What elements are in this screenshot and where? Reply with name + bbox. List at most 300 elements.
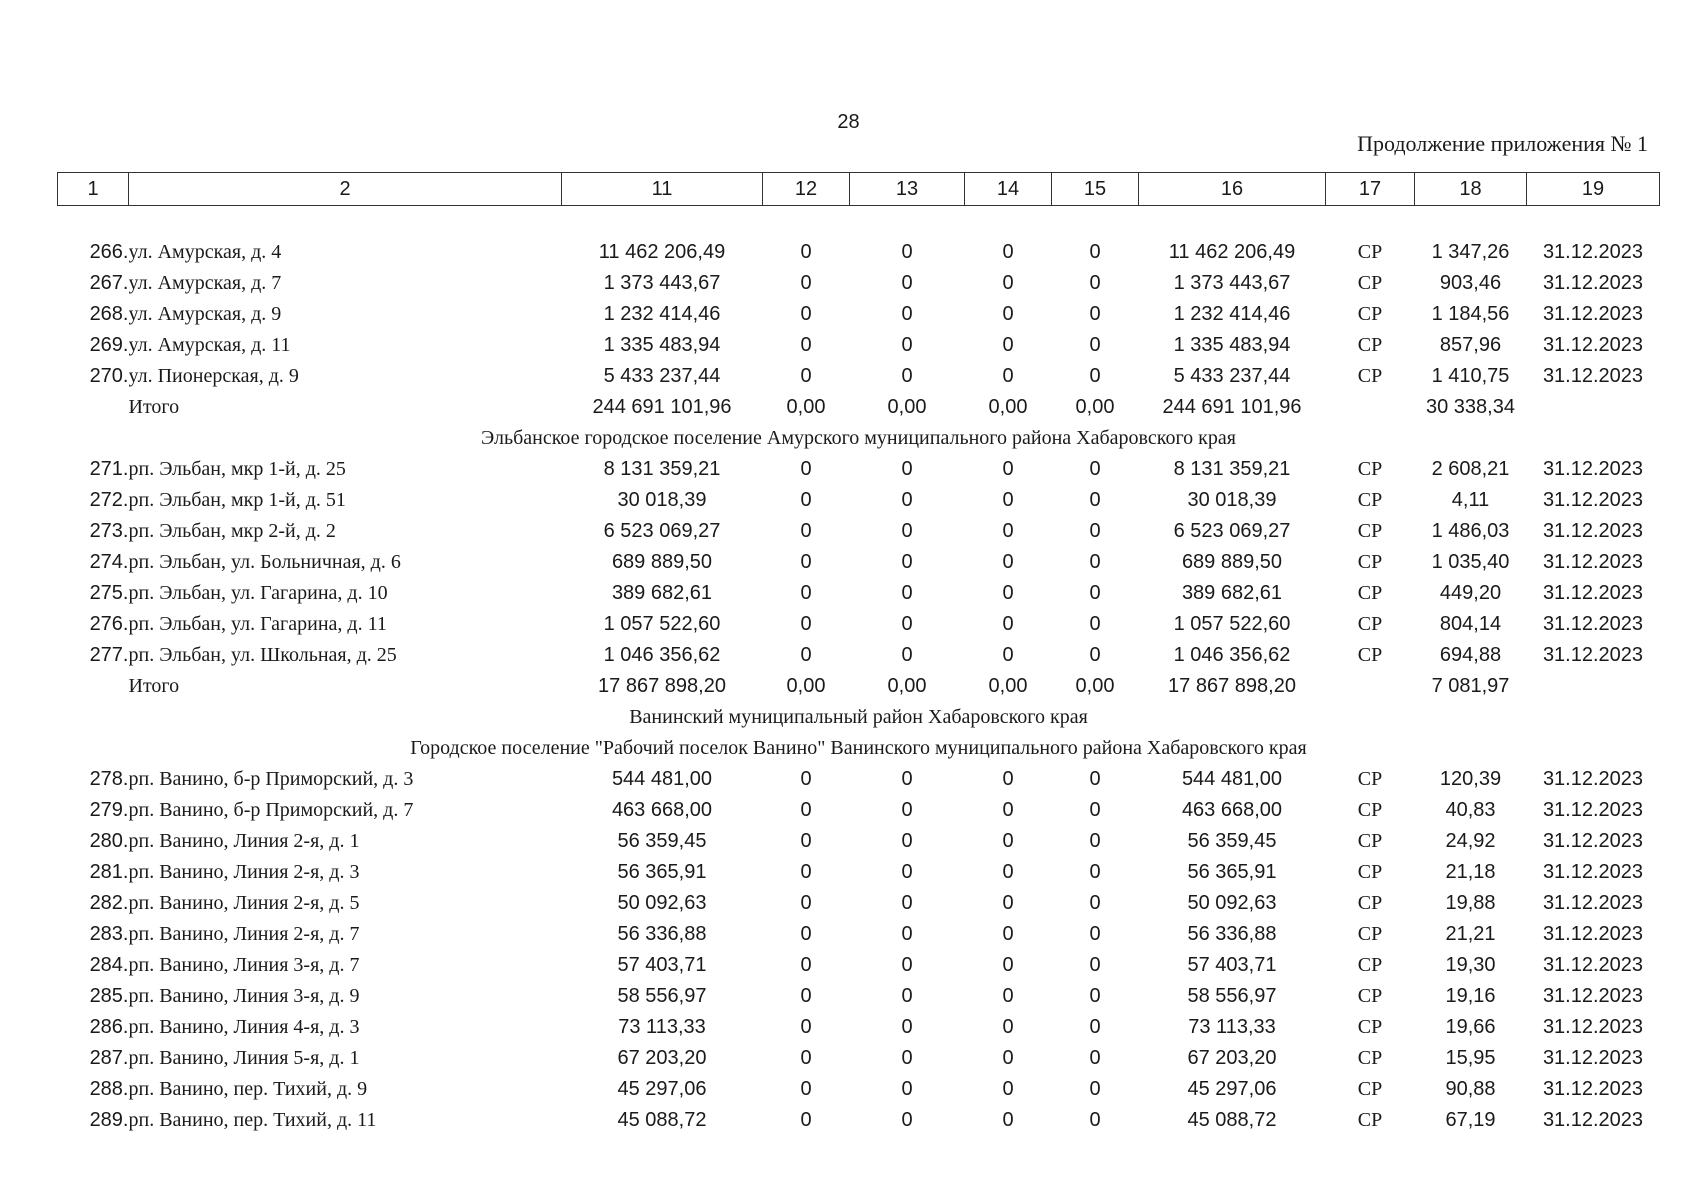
col-14: 0: [1002, 1016, 1014, 1038]
col-18: 19,66: [1445, 1016, 1496, 1038]
header-row: [58, 173, 1660, 206]
header-cell: 16: [1139, 173, 1326, 206]
col-18: 1 486,03: [1431, 520, 1510, 542]
col-14: 0: [1002, 303, 1014, 325]
cost-total: 56 359,45: [617, 830, 707, 852]
row-index: 275.: [89, 582, 129, 604]
cost-total: 45 088,72: [617, 1109, 707, 1131]
col-14: 0: [1002, 644, 1014, 666]
row-index: 272.: [89, 489, 129, 511]
col-13: 0: [901, 334, 913, 356]
col-12: 0: [800, 768, 812, 790]
col-12: 0: [800, 520, 812, 542]
col-14: 0: [1002, 520, 1014, 542]
cost-total: 73 113,33: [618, 1016, 706, 1038]
col-17: СР: [1357, 365, 1383, 387]
row-index: [58, 671, 129, 702]
col-13: 0: [901, 241, 913, 263]
address: рп. Ванино, б-р Приморский, д. 7: [128, 799, 414, 821]
col-17: СР: [1357, 1109, 1383, 1131]
col-14: 0: [1002, 768, 1014, 790]
row-index: 281.: [89, 861, 129, 883]
col-18: 449,20: [1439, 582, 1502, 604]
col-14: 0: [1002, 892, 1014, 914]
col-18: 1 347,26: [1431, 241, 1510, 263]
col-16: 244 691 101,96: [1162, 396, 1302, 418]
col-17: СР: [1357, 1047, 1383, 1069]
col-17: СР: [1357, 613, 1383, 635]
col-15: 0: [1089, 365, 1101, 387]
col-12: 0: [800, 365, 812, 387]
col-17: СР: [1357, 892, 1383, 914]
col-12: 0: [800, 1078, 812, 1100]
col-14: 0: [1002, 923, 1014, 945]
address: рп. Ванино, Линия 2-я, д. 3: [128, 861, 360, 883]
row-index: 286.: [89, 1016, 129, 1038]
col-14: 0: [1002, 1078, 1014, 1100]
deadline-date: 31.12.2023: [1542, 272, 1644, 294]
header-cell: 1: [58, 173, 129, 206]
cost-total: 50 092,63: [617, 892, 707, 914]
address: рп. Эльбан, мкр 1-й, д. 51: [128, 489, 346, 511]
deadline-date: 31.12.2023: [1542, 241, 1644, 263]
header-cell: 13: [850, 173, 965, 206]
deadline-date: 31.12.2023: [1542, 768, 1644, 790]
table-row: [58, 640, 1660, 671]
table-row: [58, 330, 1660, 361]
col-13: 0: [901, 551, 913, 573]
col-17: СР: [1357, 830, 1383, 852]
deadline-date: 31.12.2023: [1542, 334, 1644, 356]
col-18: 21,21: [1445, 923, 1496, 945]
col-13: 0: [901, 520, 913, 542]
cost-total: 57 403,71: [617, 954, 707, 976]
table-row: [58, 981, 1660, 1012]
table-row: [58, 516, 1660, 547]
col-15: 0: [1089, 954, 1101, 976]
table-row: [58, 888, 1660, 919]
deadline-date: 31.12.2023: [1542, 861, 1644, 883]
header-cell: 18: [1415, 173, 1527, 206]
row-index: 266.: [89, 241, 129, 263]
col-15: 0: [1089, 923, 1101, 945]
cost-total: 1 373 443,67: [603, 272, 721, 294]
address: рп. Ванино, пер. Тихий, д. 9: [128, 1078, 368, 1100]
col-13: 0: [901, 923, 913, 945]
cost-total: 389 682,61: [611, 582, 713, 604]
col-12: 0: [800, 613, 812, 635]
address: рп. Эльбан, мкр 1-й, д. 25: [128, 458, 346, 480]
deadline-date: 31.12.2023: [1542, 489, 1644, 511]
col-13: 0: [901, 768, 913, 790]
deadline-date: 31.12.2023: [1542, 613, 1644, 635]
col-15: 0: [1089, 1078, 1101, 1100]
col-13: 0: [901, 458, 913, 480]
col-15: 0: [1089, 1016, 1101, 1038]
total-row: [58, 671, 1660, 702]
row-index: 267.: [89, 272, 129, 294]
address: ул. Амурская, д. 9: [128, 303, 282, 325]
col-15: 0: [1089, 985, 1101, 1007]
col-16: 1 335 483,94: [1173, 334, 1291, 356]
col-18: 15,95: [1445, 1047, 1496, 1069]
row-index: 270.: [89, 365, 129, 387]
col-14: 0: [1002, 1109, 1014, 1131]
col-15: 0: [1089, 799, 1101, 821]
col-14: 0: [1002, 365, 1014, 387]
deadline-date: [1527, 392, 1660, 423]
col-18: 90,88: [1445, 1078, 1496, 1100]
table-row: [58, 485, 1660, 516]
deadline-date: 31.12.2023: [1542, 1047, 1644, 1069]
row-index: 280.: [89, 830, 129, 852]
cost-total: 30 018,39: [617, 489, 707, 511]
col-13: 0: [901, 1016, 913, 1038]
cost-total: 11 462 206,49: [598, 241, 726, 263]
deadline-date: 31.12.2023: [1542, 582, 1644, 604]
col-18: 1 035,40: [1431, 551, 1510, 573]
col-17: СР: [1357, 768, 1383, 790]
col-13: 0: [901, 830, 913, 852]
col-16: 58 556,97: [1187, 985, 1277, 1007]
col-12: 0: [800, 830, 812, 852]
col-13: 0: [901, 613, 913, 635]
table-row: [58, 795, 1660, 826]
col-18: 903,46: [1439, 272, 1502, 294]
col-15: 0: [1089, 551, 1101, 573]
col-12: 0: [800, 334, 812, 356]
deadline-date: 31.12.2023: [1542, 551, 1644, 573]
header-cell: 15: [1052, 173, 1139, 206]
header-cell: 14: [965, 173, 1052, 206]
col-18: 1 410,75: [1431, 365, 1510, 387]
row-index: 268.: [89, 303, 129, 325]
col-16: 689 889,50: [1181, 551, 1283, 573]
col-16: 30 018,39: [1187, 489, 1277, 511]
deadline-date: 31.12.2023: [1542, 923, 1644, 945]
col-14: 0: [1002, 241, 1014, 263]
col-17: [1326, 671, 1415, 702]
deadline-date: 31.12.2023: [1542, 830, 1644, 852]
cost-total: 1 232 414,46: [603, 303, 721, 325]
col-18: 24,92: [1445, 830, 1496, 852]
col-12: 0: [800, 644, 812, 666]
col-16: 57 403,71: [1187, 954, 1277, 976]
cost-total: 463 668,00: [611, 799, 713, 821]
col-18: 120,39: [1439, 768, 1502, 790]
col-13: 0: [901, 365, 913, 387]
deadline-date: 31.12.2023: [1542, 644, 1644, 666]
col-18: 4,11: [1451, 489, 1490, 511]
section-heading: Городское поселение "Рабочий поселок Ванино" Ванинского муниципального района Хабаровского края: [410, 737, 1307, 759]
col-12: 0: [800, 241, 812, 263]
cost-total: 17 867 898,20: [598, 675, 726, 697]
col-16: 73 113,33: [1188, 1016, 1276, 1038]
col-16: 1 046 356,62: [1173, 644, 1291, 666]
cost-total: 56 336,88: [617, 923, 707, 945]
spacer-row: [58, 206, 1660, 238]
deadline-date: 31.12.2023: [1542, 1078, 1644, 1100]
deadline-date: 31.12.2023: [1542, 1016, 1644, 1038]
col-17: СР: [1357, 334, 1383, 356]
address: рп. Ванино, Линия 2-я, д. 5: [128, 892, 360, 914]
table-row: [58, 1012, 1660, 1043]
col-15: 0: [1089, 520, 1101, 542]
address: рп. Ванино, Линия 4-я, д. 3: [128, 1016, 360, 1038]
col-15: 0: [1089, 489, 1101, 511]
col-13: 0: [901, 1109, 913, 1131]
deadline-date: [1527, 671, 1660, 702]
col-13: 0: [901, 892, 913, 914]
deadline-date: 31.12.2023: [1542, 954, 1644, 976]
deadline-date: 31.12.2023: [1542, 520, 1644, 542]
cost-total: 5 433 237,44: [603, 365, 721, 387]
header-cell: 2: [129, 173, 562, 206]
address: ул. Амурская, д. 11: [128, 334, 291, 356]
col-14: 0: [1002, 985, 1014, 1007]
col-12: 0,00: [786, 675, 826, 697]
deadline-date: 31.12.2023: [1542, 985, 1644, 1007]
total-row: [58, 392, 1660, 423]
header-cell: 12: [763, 173, 850, 206]
col-18: 67,19: [1445, 1109, 1496, 1131]
col-14: 0: [1002, 458, 1014, 480]
cost-total: 58 556,97: [617, 985, 707, 1007]
col-15: 0: [1089, 644, 1101, 666]
row-index: 287.: [89, 1047, 129, 1069]
col-15: 0: [1089, 582, 1101, 604]
col-18: 7 081,97: [1431, 675, 1510, 697]
col-17: [1326, 392, 1415, 423]
table-row: [58, 299, 1660, 330]
address: рп. Ванино, Линия 5-я, д. 1: [128, 1047, 360, 1069]
col-17: СР: [1357, 241, 1383, 263]
row-index: 276.: [89, 613, 129, 635]
col-15: 0: [1089, 1109, 1101, 1131]
col-16: 17 867 898,20: [1168, 675, 1296, 697]
row-index: 284.: [89, 954, 129, 976]
col-14: 0: [1002, 582, 1014, 604]
appendix-table: [57, 172, 1660, 1136]
col-13: 0,00: [887, 396, 927, 418]
address: ул. Амурская, д. 7: [128, 272, 282, 294]
deadline-date: 31.12.2023: [1542, 303, 1644, 325]
col-17: СР: [1357, 303, 1383, 325]
col-18: 19,16: [1445, 985, 1496, 1007]
col-18: 40,83: [1445, 799, 1496, 821]
col-14: 0: [1002, 799, 1014, 821]
address: рп. Ванино, Линия 3-я, д. 7: [128, 954, 360, 976]
continuation-note: Продолжение приложения № 1: [1357, 131, 1648, 156]
col-16: 11 462 206,49: [1168, 241, 1296, 263]
section-heading-row: [58, 733, 1660, 764]
col-12: 0: [800, 551, 812, 573]
col-16: 45 297,06: [1187, 1078, 1277, 1100]
col-16: 56 336,88: [1187, 923, 1277, 945]
deadline-date: 31.12.2023: [1542, 458, 1644, 480]
col-13: 0: [901, 954, 913, 976]
table-row: [58, 578, 1660, 609]
col-12: 0: [800, 1016, 812, 1038]
col-16: 67 203,20: [1187, 1047, 1277, 1069]
row-index: 271.: [89, 458, 129, 480]
address: рп. Ванино, пер. Тихий, д. 11: [128, 1109, 377, 1131]
address: рп. Ванино, Линия 3-я, д. 9: [128, 985, 360, 1007]
col-12: 0: [800, 923, 812, 945]
col-12: 0: [800, 303, 812, 325]
header-cell: 19: [1527, 173, 1660, 206]
col-17: СР: [1357, 489, 1383, 511]
address: рп. Ванино, Линия 2-я, д. 7: [128, 923, 360, 945]
col-13: 0: [901, 985, 913, 1007]
col-17: СР: [1357, 1016, 1383, 1038]
col-16: 544 481,00: [1181, 768, 1283, 790]
col-18: 19,30: [1445, 954, 1496, 976]
col-12: 0: [800, 892, 812, 914]
col-15: 0: [1089, 241, 1101, 263]
col-18: 21,18: [1445, 861, 1496, 883]
address: рп. Эльбан, мкр 2-й, д. 2: [128, 520, 336, 542]
col-17: СР: [1357, 644, 1383, 666]
col-13: 0: [901, 644, 913, 666]
col-13: 0,00: [887, 675, 927, 697]
row-index: 269.: [89, 334, 129, 356]
col-16: 56 359,45: [1187, 830, 1277, 852]
address: Итого: [128, 396, 180, 418]
table-row: [58, 826, 1660, 857]
col-16: 5 433 237,44: [1173, 365, 1291, 387]
cost-total: 1 335 483,94: [603, 334, 721, 356]
address: Итого: [128, 675, 180, 697]
col-13: 0: [901, 489, 913, 511]
table-row: [58, 361, 1660, 392]
cost-total: 45 297,06: [617, 1078, 707, 1100]
address: рп. Эльбан, ул. Больничная, д. 6: [128, 551, 401, 573]
col-13: 0: [901, 1078, 913, 1100]
col-12: 0: [800, 985, 812, 1007]
col-16: 56 365,91: [1187, 861, 1277, 883]
cost-total: 544 481,00: [611, 768, 713, 790]
col-17: СР: [1357, 923, 1383, 945]
col-14: 0,00: [988, 675, 1028, 697]
section-heading: Эльбанское городское поселение Амурского муниципального района Хабаровского края: [481, 427, 1236, 449]
col-18: 1 184,56: [1431, 303, 1510, 325]
col-18: 2 608,21: [1431, 458, 1510, 480]
address: рп. Эльбан, ул. Гагарина, д. 10: [128, 582, 388, 604]
col-17: СР: [1357, 551, 1383, 573]
col-13: 0: [901, 582, 913, 604]
col-15: 0: [1089, 830, 1101, 852]
table-row: [58, 1074, 1660, 1105]
col-18: 694,88: [1439, 644, 1502, 666]
col-12: 0: [800, 954, 812, 976]
col-15: 0: [1089, 458, 1101, 480]
row-index: 278.: [89, 768, 129, 790]
table-row: [58, 764, 1660, 795]
col-17: СР: [1357, 458, 1383, 480]
col-17: СР: [1357, 1078, 1383, 1100]
row-index: 283.: [89, 923, 129, 945]
col-14: 0: [1002, 551, 1014, 573]
deadline-date: 31.12.2023: [1542, 1109, 1644, 1131]
col-18: 30 338,34: [1426, 396, 1515, 418]
page-number: 28: [837, 111, 860, 133]
cost-total: 6 523 069,27: [603, 520, 721, 542]
col-17: СР: [1357, 272, 1383, 294]
table-row: [58, 268, 1660, 299]
col-12: 0: [800, 861, 812, 883]
cost-total: 1 057 522,60: [603, 613, 721, 635]
col-18: 857,96: [1439, 334, 1502, 356]
cost-total: 689 889,50: [611, 551, 713, 573]
col-12: 0: [800, 582, 812, 604]
row-index: 285.: [89, 985, 129, 1007]
table-row: [58, 857, 1660, 888]
col-12: 0,00: [786, 396, 826, 418]
address: рп. Эльбан, ул. Школьная, д. 25: [128, 644, 397, 666]
col-16: 463 668,00: [1181, 799, 1283, 821]
section-heading: Ванинский муниципальный район Хабаровского края: [629, 706, 1088, 728]
col-12: 0: [800, 1109, 812, 1131]
address: ул. Амурская, д. 4: [128, 241, 282, 263]
table-row: [58, 1105, 1660, 1136]
cost-total: 1 046 356,62: [603, 644, 721, 666]
table-row: [58, 454, 1660, 485]
cost-total: 244 691 101,96: [592, 396, 732, 418]
row-index: 273.: [89, 520, 129, 542]
col-15: 0: [1089, 303, 1101, 325]
col-15: 0: [1089, 892, 1101, 914]
col-14: 0: [1002, 613, 1014, 635]
col-13: 0: [901, 861, 913, 883]
table-row: [58, 950, 1660, 981]
col-14: 0,00: [988, 396, 1028, 418]
header-cell: 17: [1326, 173, 1415, 206]
col-14: 0: [1002, 830, 1014, 852]
col-18: 804,14: [1439, 613, 1502, 635]
col-18: 19,88: [1445, 892, 1496, 914]
col-15: 0,00: [1075, 396, 1115, 418]
col-14: 0: [1002, 1047, 1014, 1069]
col-15: 0: [1089, 272, 1101, 294]
col-14: 0: [1002, 272, 1014, 294]
col-15: 0: [1089, 334, 1101, 356]
col-15: 0: [1089, 861, 1101, 883]
row-index: [58, 392, 129, 423]
cost-total: 8 131 359,21: [603, 458, 721, 480]
col-16: 8 131 359,21: [1173, 458, 1291, 480]
col-12: 0: [800, 1047, 812, 1069]
col-17: СР: [1357, 799, 1383, 821]
col-14: 0: [1002, 489, 1014, 511]
col-17: СР: [1357, 985, 1383, 1007]
cost-total: 56 365,91: [617, 861, 707, 883]
col-12: 0: [800, 272, 812, 294]
deadline-date: 31.12.2023: [1542, 365, 1644, 387]
table-row: [58, 609, 1660, 640]
row-index: 288.: [89, 1078, 129, 1100]
row-index: 289.: [89, 1109, 129, 1131]
col-17: СР: [1357, 582, 1383, 604]
col-16: 389 682,61: [1181, 582, 1283, 604]
header-cell: 11: [562, 173, 763, 206]
table-row: [58, 237, 1660, 268]
address: рп. Эльбан, ул. Гагарина, д. 11: [128, 613, 387, 635]
section-heading-row: [58, 423, 1660, 454]
address: ул. Пионерская, д. 9: [128, 365, 299, 387]
col-16: 1 057 522,60: [1173, 613, 1291, 635]
section-heading-row: [58, 702, 1660, 733]
